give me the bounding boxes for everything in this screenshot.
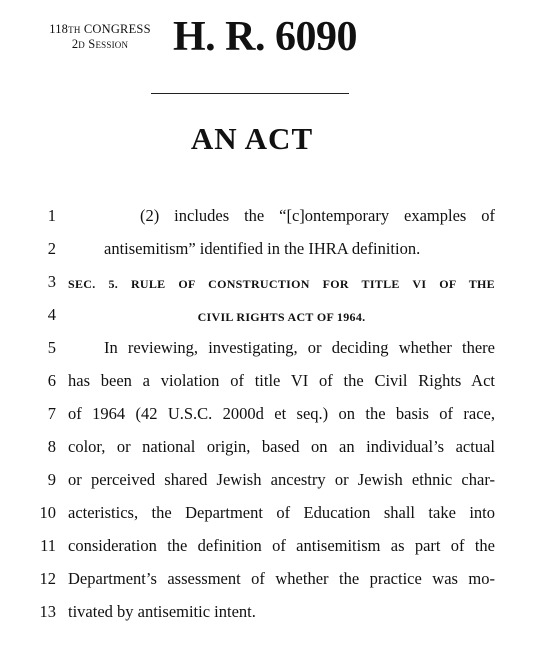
line-text: Department’s assessment of whether the practice was mo- xyxy=(68,569,495,588)
line-number: 10 xyxy=(39,503,56,522)
bill-line xyxy=(0,332,545,365)
line-text: (2) includes the “[c]ontemporary examples of xyxy=(140,206,495,225)
section-heading: SEC. 5. RULE OF CONSTRUCTION FOR TITLE VI OF THE xyxy=(68,277,495,291)
line-text: consideration the definition of antisemitism as part of the xyxy=(68,536,495,555)
line-text: In reviewing, investigating, or deciding whether there xyxy=(104,338,495,357)
bill-line xyxy=(0,233,545,266)
section-heading-line xyxy=(0,299,545,332)
line-number: 8 xyxy=(47,437,56,456)
bill-line xyxy=(0,200,545,233)
bill-number: H. R. 6090 xyxy=(173,14,357,60)
line-text: acteristics, the Department of Education shall take into xyxy=(68,503,495,522)
line-number: 5 xyxy=(47,338,56,357)
line-number: 9 xyxy=(47,470,56,489)
section-heading-line xyxy=(0,266,545,299)
bill-line xyxy=(0,530,545,563)
session-label: 2d Session xyxy=(71,37,129,51)
section-heading-continued: CIVIL RIGHTS ACT OF 1964. xyxy=(197,310,366,324)
bill-line xyxy=(0,596,545,629)
line-number: 6 xyxy=(47,371,56,390)
line-text: tivated by antisemitic intent. xyxy=(68,602,256,621)
header-rule xyxy=(151,93,349,94)
line-number: 3 xyxy=(47,272,56,291)
bill-line xyxy=(0,365,545,398)
line-number: 1 xyxy=(47,206,56,225)
congress-session-block xyxy=(40,22,160,52)
line-number: 7 xyxy=(47,404,56,423)
line-number: 11 xyxy=(40,536,56,555)
congress-label: 118th CONGRESS xyxy=(49,22,151,36)
bill-line xyxy=(0,398,545,431)
line-number: 12 xyxy=(39,569,56,588)
line-text: antisemitism” identified in the IHRA definition. xyxy=(104,239,421,258)
line-text: of 1964 (42 U.S.C. 2000d et seq.) on the basis of race, xyxy=(68,404,495,423)
line-number: 13 xyxy=(39,602,56,621)
bill-line xyxy=(0,464,545,497)
line-number: 4 xyxy=(47,305,56,324)
line-text: color, or national origin, based on an individual’s actual xyxy=(68,437,495,456)
line-text: has been a violation of title VI of the Civil Rights Act xyxy=(68,371,495,390)
line-text: or perceived shared Jewish ancestry or Jewish ethnic char- xyxy=(68,470,495,489)
bill-line xyxy=(0,563,545,596)
line-number: 2 xyxy=(47,239,56,258)
bill-line xyxy=(0,497,545,530)
bill-line xyxy=(0,431,545,464)
act-title: AN ACT xyxy=(190,121,314,156)
